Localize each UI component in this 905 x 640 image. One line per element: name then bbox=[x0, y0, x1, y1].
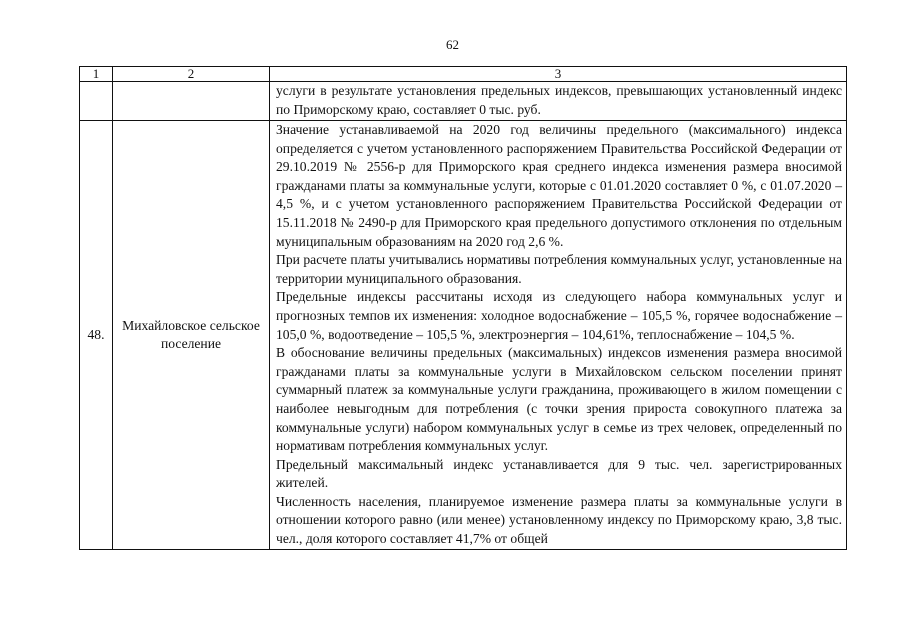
continuation-row bbox=[80, 82, 847, 121]
paragraph-index-value: Значение устанавливаемой на 2020 год величины предельного (максимального) индекса определяется с учетом установленного распоряжением Правительства Российской Федерации от 29.10.2019 № 2556-р для Приморского края среднего индекса изменения размера вносимой гражданами платы за коммунальные услуги, которые с 01.01.2020 составляет 0 %, с 01.07.2020 – 4,5 %, и с учетом установленного распоряжением Правительства Российской Федерации от 15.11.2018 № 2490-р для Приморского края предельного допустимого отклонения по отдельным муниципальным образованиям на 2020 год 2,6 %. bbox=[276, 122, 842, 249]
paragraph-population: Численность населения, планируемое изменение размера платы за коммунальные услуги в отношении которого равно (или менее) установленному индексу по Приморскому краю, 3,8 тыс. чел., доля которого составляет 41,7% от общей bbox=[276, 493, 842, 547]
index-table bbox=[79, 66, 847, 550]
paragraph-norms: При расчете платы учитывались нормативы потребления коммунальных услуг, установленные на территории муниципального образования. bbox=[276, 252, 842, 286]
settlement-name: Михайловское сельское поселение bbox=[113, 121, 270, 550]
table-header-row bbox=[80, 67, 847, 82]
description-cell bbox=[270, 121, 847, 550]
column-header-3: 3 bbox=[270, 67, 847, 82]
paragraph-service-rates: Предельные индексы рассчитаны исходя из следующего набора коммунальных услуг и прогнозных темпов их изменения: холодное водоснабжение – 105,5 %, горячее водоснабжение – 105,0 %, водоотведение – 105,5 %, электроэнергия – 104,61%, теплоснабжение – 104,5 %. bbox=[276, 289, 842, 342]
column-header-1: 1 bbox=[80, 67, 113, 82]
paragraph-justification: В обоснование величины предельных (максимальных) индексов изменения размера вносимой гражданами платы за коммунальные услуги в Михайловском сельском поселении принят суммарный платеж за коммунальные услуги гражданина, проживающего в жилом помещении с наиболее невыгодным для потребления (с точки зрения прироста совокупного платежа за коммунальные услуги) набором коммунальных услуг в семье из трех человек, определенный по нормативам потребления коммунальных услуг. bbox=[276, 345, 842, 454]
page-number: 62 bbox=[446, 37, 459, 52]
paragraph-residents: Предельный максимальный индекс устанавливается для 9 тыс. чел. зарегистрированных жителей. bbox=[276, 456, 842, 491]
row-number: 48. bbox=[80, 121, 113, 550]
continuation-text: услуги в результате установления предельных индексов, превышающих установленный индекс по Приморскому краю, составляет 0 тыс. руб. bbox=[276, 83, 842, 117]
continuation-cell bbox=[270, 82, 847, 121]
table-row-48 bbox=[80, 121, 847, 550]
column-header-2: 2 bbox=[113, 67, 270, 82]
empty-cell bbox=[113, 82, 270, 121]
empty-cell bbox=[80, 82, 113, 121]
